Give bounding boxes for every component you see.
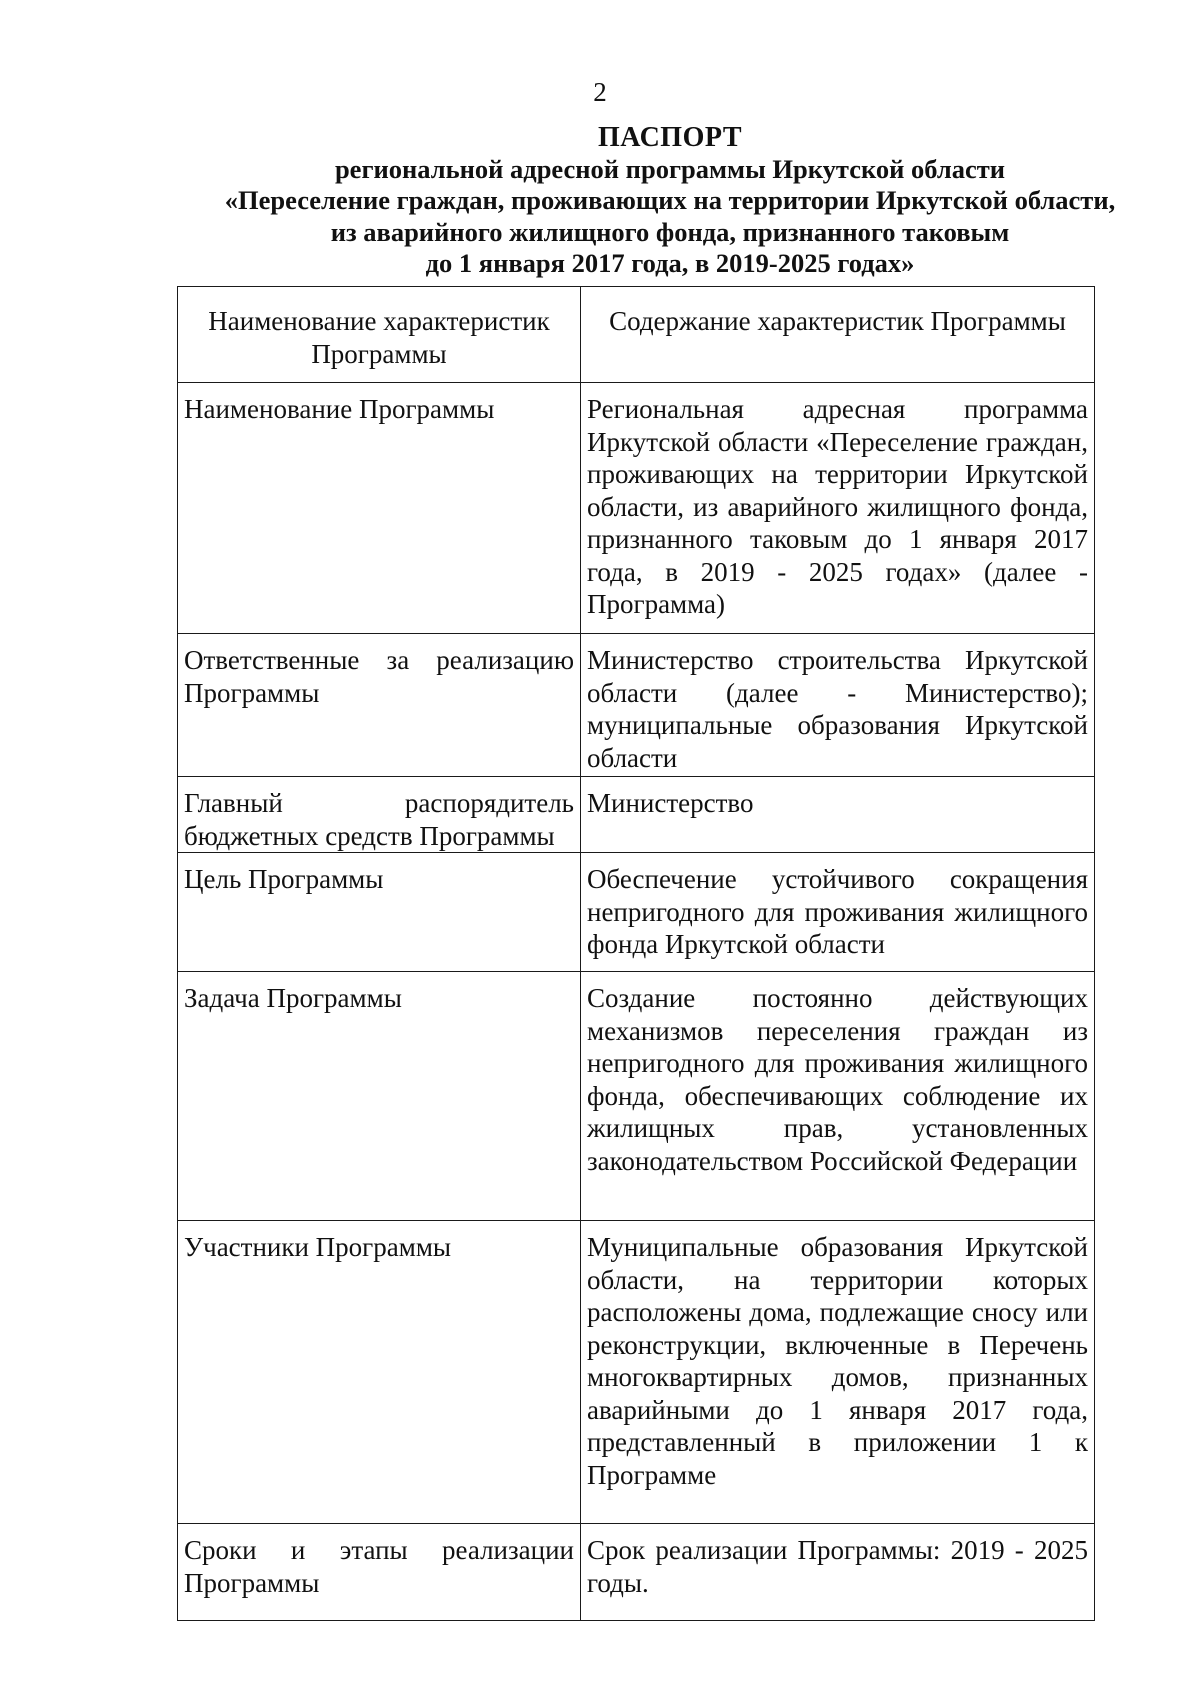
table-row xyxy=(178,972,1095,1221)
table-row xyxy=(178,853,1095,972)
row-content-cell: Обеспечение устойчивого сокращения непригодного для проживания жилищного фонда Иркутской области xyxy=(581,853,1095,972)
row-name-cell: Цель Программы xyxy=(178,853,581,972)
row-name-cell: Ответственные за реализацию Программы xyxy=(178,634,581,777)
table-row xyxy=(178,777,1095,853)
document-title: ПАСПОРТ xyxy=(597,122,742,153)
document-subtitle-line-1: региональной адресной программы Иркутской области xyxy=(334,153,1006,184)
passport-table xyxy=(177,286,1095,1621)
column-header-name: Наименование характеристик Программы xyxy=(178,287,581,383)
row-name-cell: Наименование Программы xyxy=(178,383,581,634)
row-content-cell: Срок реализации Программы: 2019 - 2025 годы. xyxy=(581,1524,1095,1621)
row-name-cell: Главный распорядитель бюджетных средств Программы xyxy=(178,777,581,853)
document-subtitle-line-3: из аварийного жилищного фонда, признанного таковым xyxy=(330,216,1010,247)
table-row xyxy=(178,1524,1095,1621)
row-content-cell: Создание постоянно действующих механизмов переселения граждан из непригодного для проживания жилищного фонда, обеспечивающих соблюдение их жилищных прав, установленных законодательством Российской Федерации xyxy=(581,972,1095,1221)
table-row xyxy=(178,1221,1095,1524)
document-header xyxy=(150,122,1190,280)
row-name-cell: Сроки и этапы реализации Программы xyxy=(178,1524,581,1621)
document-subtitle-line-4: до 1 января 2017 года, в 2019-2025 годах» xyxy=(425,248,915,278)
document-subtitle-line-2: «Переселение граждан, проживающих на территории Иркутской области, xyxy=(224,185,1116,215)
page-number: 2 xyxy=(593,77,607,107)
table-header-row xyxy=(178,287,1095,383)
table-row xyxy=(178,634,1095,777)
row-content-cell: Муниципальные образования Иркутской области, на территории которых расположены дома, подлежащие сносу или реконструкции, включенные в Перечень многоквартирных домов, признанных аварийными до 1 января 2017 года, представленный в приложении 1 к Программе xyxy=(581,1221,1095,1524)
row-content-cell: Министерство строительства Иркутской области (далее - Министерство); муниципальные образования Иркутской области xyxy=(581,634,1095,777)
row-name-cell: Задача Программы xyxy=(178,972,581,1221)
column-header-content: Содержание характеристик Программы xyxy=(581,287,1095,383)
row-content-cell: Региональная адресная программа Иркутской области «Переселение граждан, проживающих на территории Иркутской области, из аварийного жилищного фонда, признанного таковым до 1 января 2017 года, в 2019 - 2025 годах» (далее - Программа) xyxy=(581,383,1095,634)
row-name-cell: Участники Программы xyxy=(178,1221,581,1524)
table-row xyxy=(178,383,1095,634)
row-content-cell: Министерство xyxy=(581,777,1095,853)
